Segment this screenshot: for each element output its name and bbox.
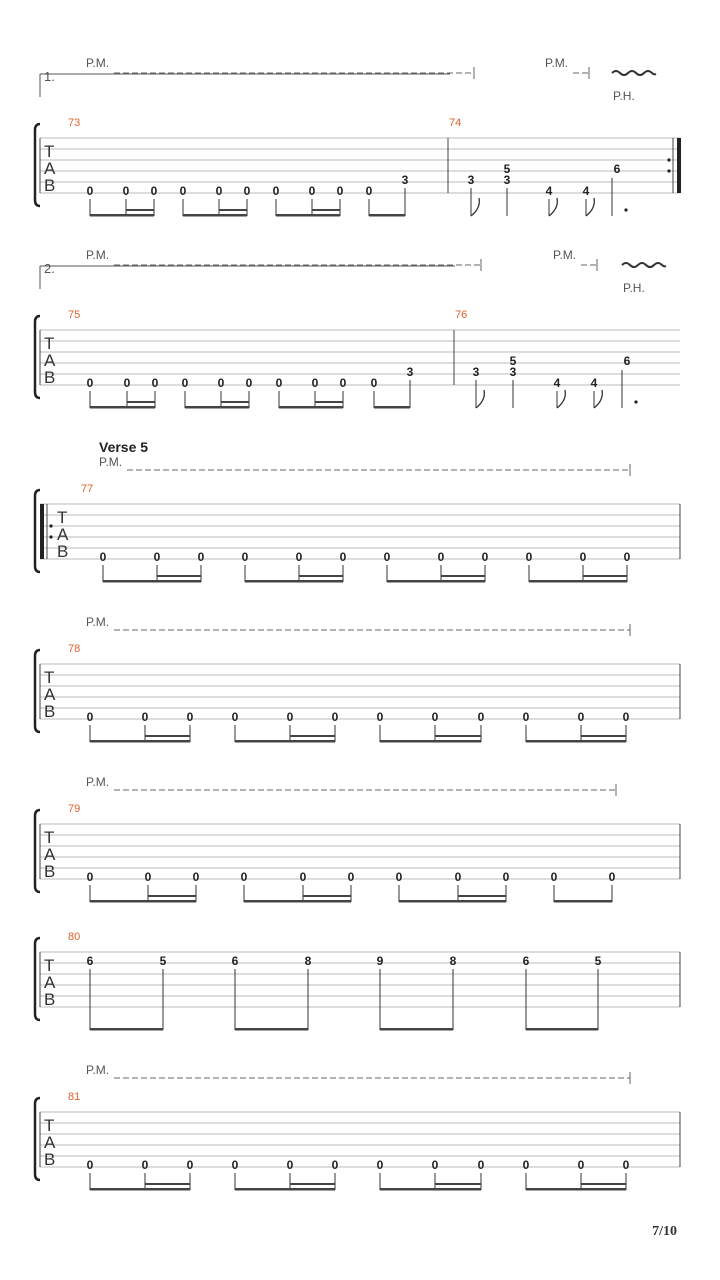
tab-note: 0 xyxy=(272,184,280,198)
tab-note: 0 xyxy=(577,710,585,724)
tab-note: 6 xyxy=(86,954,94,968)
tab-note: 0 xyxy=(179,184,187,198)
tab-note: 0 xyxy=(370,376,378,390)
tab-note: 0 xyxy=(86,870,94,884)
tab-clef-b: B xyxy=(44,702,56,721)
repeat-start-barline xyxy=(40,504,53,559)
vibrato-icon xyxy=(612,71,656,75)
tab-note: 0 xyxy=(215,184,223,198)
tab-note: 0 xyxy=(331,1158,339,1172)
tab-note: 0 xyxy=(336,184,344,198)
rhythm-stems xyxy=(90,370,622,408)
palm-mute-label: P.M. xyxy=(99,455,123,469)
tab-note: 0 xyxy=(241,550,249,564)
volta-2-bracket xyxy=(40,266,455,289)
tab-note: 0 xyxy=(365,184,373,198)
tab-note: 5 xyxy=(159,954,167,968)
tab-note: 0 xyxy=(454,870,462,884)
tab-note: 0 xyxy=(481,550,489,564)
tab-note: 0 xyxy=(231,710,239,724)
dot-icon xyxy=(624,208,627,211)
tab-note: 3 xyxy=(406,365,414,379)
measure-number: 79 xyxy=(68,803,81,815)
rhythm-stems xyxy=(90,885,612,902)
measure-number: 76 xyxy=(455,309,468,321)
system-brace xyxy=(35,490,40,572)
palm-mute-label: P.M. xyxy=(545,56,569,70)
tab-note: 0 xyxy=(431,1158,439,1172)
tab-note: 0 xyxy=(144,870,152,884)
tab-note: 0 xyxy=(383,550,391,564)
palm-mute-label: P.M. xyxy=(86,615,110,629)
tab-note: 0 xyxy=(86,1158,94,1172)
volta-2-label: 2. xyxy=(44,261,55,276)
tab-note: 0 xyxy=(331,710,339,724)
palm-mute-label: P.M. xyxy=(553,248,577,262)
tab-clef-t: T xyxy=(44,828,55,847)
vibrato-icon xyxy=(622,263,666,267)
measure-number: 77 xyxy=(81,483,94,495)
tab-note: 0 xyxy=(477,710,485,724)
tab-note: 0 xyxy=(502,870,510,884)
tab-note: 0 xyxy=(622,710,630,724)
tab-note: 0 xyxy=(197,550,205,564)
tab-note: 0 xyxy=(522,710,530,724)
tab-note: 3 xyxy=(467,173,475,187)
notes xyxy=(87,870,616,884)
tab-note: 0 xyxy=(376,1158,384,1172)
tab-note: 0 xyxy=(122,184,130,198)
rhythm-beams xyxy=(90,401,410,409)
tab-clef-b: B xyxy=(44,862,56,881)
note-flags xyxy=(476,390,602,408)
system-brace xyxy=(35,1098,40,1180)
tab-note: 0 xyxy=(622,1158,630,1172)
tab-note: 0 xyxy=(141,710,149,724)
pinch-harmonic-label: P.H. xyxy=(623,281,645,295)
tab-note: 0 xyxy=(286,1158,294,1172)
tab-clef-t: T xyxy=(44,334,55,353)
tab-note: 0 xyxy=(217,376,225,390)
tab-note: 8 xyxy=(304,954,312,968)
pinch-harmonic-label: P.H. xyxy=(613,89,635,103)
rhythm-beams xyxy=(90,1183,626,1191)
tab-staff xyxy=(40,824,680,879)
tab-clef-a: A xyxy=(44,973,56,992)
tab-note: 3 xyxy=(503,173,511,187)
rhythm-beams xyxy=(103,575,627,583)
tab-note: 6 xyxy=(231,954,239,968)
tab-note: 0 xyxy=(295,550,303,564)
tab-note: 6 xyxy=(613,162,621,176)
tab-note: 0 xyxy=(525,550,533,564)
rhythm-stems xyxy=(90,1173,626,1190)
tab-clef-t: T xyxy=(44,956,55,975)
tab-note: 5 xyxy=(509,354,517,368)
measure-number: 74 xyxy=(449,117,462,129)
rhythm-beams xyxy=(90,735,626,743)
tab-note: 5 xyxy=(503,162,511,176)
measure-number: 78 xyxy=(68,643,81,655)
tab-note: 0 xyxy=(608,870,616,884)
tab-clef-a: A xyxy=(44,351,56,370)
tab-note: 0 xyxy=(153,550,161,564)
tab-clef-t: T xyxy=(57,508,68,527)
volta-1-bracket xyxy=(40,74,450,97)
tab-note: 0 xyxy=(286,710,294,724)
tab-note: 0 xyxy=(437,550,445,564)
tab-clef-b: B xyxy=(44,1150,56,1169)
tab-note: 0 xyxy=(186,1158,194,1172)
section-title: Verse 5 xyxy=(99,439,149,455)
tab-note: 0 xyxy=(579,550,587,564)
tab-staff xyxy=(40,952,680,1007)
rhythm-stems xyxy=(90,178,612,216)
tab-note: 0 xyxy=(240,870,248,884)
tab-note: 0 xyxy=(86,710,94,724)
system-brace xyxy=(35,810,40,892)
tab-note: 0 xyxy=(181,376,189,390)
tab-clef-b: B xyxy=(44,176,56,195)
tab-note: 0 xyxy=(376,710,384,724)
rhythm-stems xyxy=(103,565,627,582)
tab-note: 0 xyxy=(311,376,319,390)
measure-number: 75 xyxy=(68,309,81,321)
tab-note: 3 xyxy=(401,173,409,187)
notes xyxy=(87,710,630,724)
tab-note: 5 xyxy=(594,954,602,968)
tab-clef-t: T xyxy=(44,1116,55,1135)
tab-note: 0 xyxy=(86,184,94,198)
tab-clef-a: A xyxy=(44,845,56,864)
tab-clef-a: A xyxy=(44,159,56,178)
tab-note: 8 xyxy=(449,954,457,968)
tab-note: 0 xyxy=(86,376,94,390)
measure-number: 80 xyxy=(68,931,81,943)
palm-mute-label: P.M. xyxy=(86,56,110,70)
tab-note: 4 xyxy=(582,184,590,198)
tab-note: 0 xyxy=(522,1158,530,1172)
rhythm-stems xyxy=(90,725,626,742)
dot-icon xyxy=(634,400,637,403)
palm-mute-label: P.M. xyxy=(86,775,110,789)
tab-note: 0 xyxy=(186,710,194,724)
tab-note: 0 xyxy=(550,870,558,884)
repeat-end-barline xyxy=(667,138,681,193)
note-flags xyxy=(471,198,594,216)
tab-note: 0 xyxy=(245,376,253,390)
tab-note: 0 xyxy=(339,376,347,390)
system-brace xyxy=(35,650,40,732)
rhythm-beams xyxy=(90,1028,598,1031)
system-brace xyxy=(35,938,40,1020)
tab-note: 0 xyxy=(123,376,131,390)
palm-mute-label: P.M. xyxy=(86,1063,110,1077)
tab-note: 3 xyxy=(472,365,480,379)
tab-note: 0 xyxy=(347,870,355,884)
tab-staff xyxy=(40,330,680,385)
tab-note: 3 xyxy=(509,365,517,379)
tab-note: 0 xyxy=(99,550,107,564)
measure-number: 73 xyxy=(68,117,81,129)
tab-note: 0 xyxy=(231,1158,239,1172)
rhythm-stems xyxy=(90,969,598,1030)
tab-note: 0 xyxy=(192,870,200,884)
tab-note: 4 xyxy=(545,184,553,198)
tab-note: 0 xyxy=(477,1158,485,1172)
system-brace xyxy=(35,316,40,398)
tab-clef-a: A xyxy=(57,525,69,544)
tab-note: 0 xyxy=(151,376,159,390)
tab-note: 0 xyxy=(243,184,251,198)
tab-clef-b: B xyxy=(44,368,56,387)
tab-note: 0 xyxy=(150,184,158,198)
tab-note: 9 xyxy=(376,954,384,968)
tab-clef-b: B xyxy=(44,990,56,1009)
tab-clef-b: B xyxy=(57,542,69,561)
tab-note: 0 xyxy=(577,1158,585,1172)
tab-note: 6 xyxy=(522,954,530,968)
tab-clef-a: A xyxy=(44,685,56,704)
tab-note: 6 xyxy=(623,354,631,368)
tab-note: 0 xyxy=(275,376,283,390)
tab-note: 0 xyxy=(299,870,307,884)
tab-note: 4 xyxy=(553,376,561,390)
tab-clef-a: A xyxy=(44,1133,56,1152)
page-number: 7/10 xyxy=(652,1224,677,1239)
tab-note: 0 xyxy=(141,1158,149,1172)
tab-note: 4 xyxy=(590,376,598,390)
notes xyxy=(100,550,631,564)
tab-clef-t: T xyxy=(44,142,55,161)
palm-mute-label: P.M. xyxy=(86,248,110,262)
measure-number: 81 xyxy=(68,1091,81,1103)
tab-note: 0 xyxy=(339,550,347,564)
tab-note: 0 xyxy=(308,184,316,198)
volta-1-label: 1. xyxy=(44,69,55,84)
system-brace xyxy=(35,124,40,206)
tab-note: 0 xyxy=(623,550,631,564)
notes xyxy=(87,1158,630,1172)
tab-note: 0 xyxy=(431,710,439,724)
tab-note: 0 xyxy=(395,870,403,884)
tab-clef-t: T xyxy=(44,668,55,687)
notes xyxy=(87,954,602,968)
